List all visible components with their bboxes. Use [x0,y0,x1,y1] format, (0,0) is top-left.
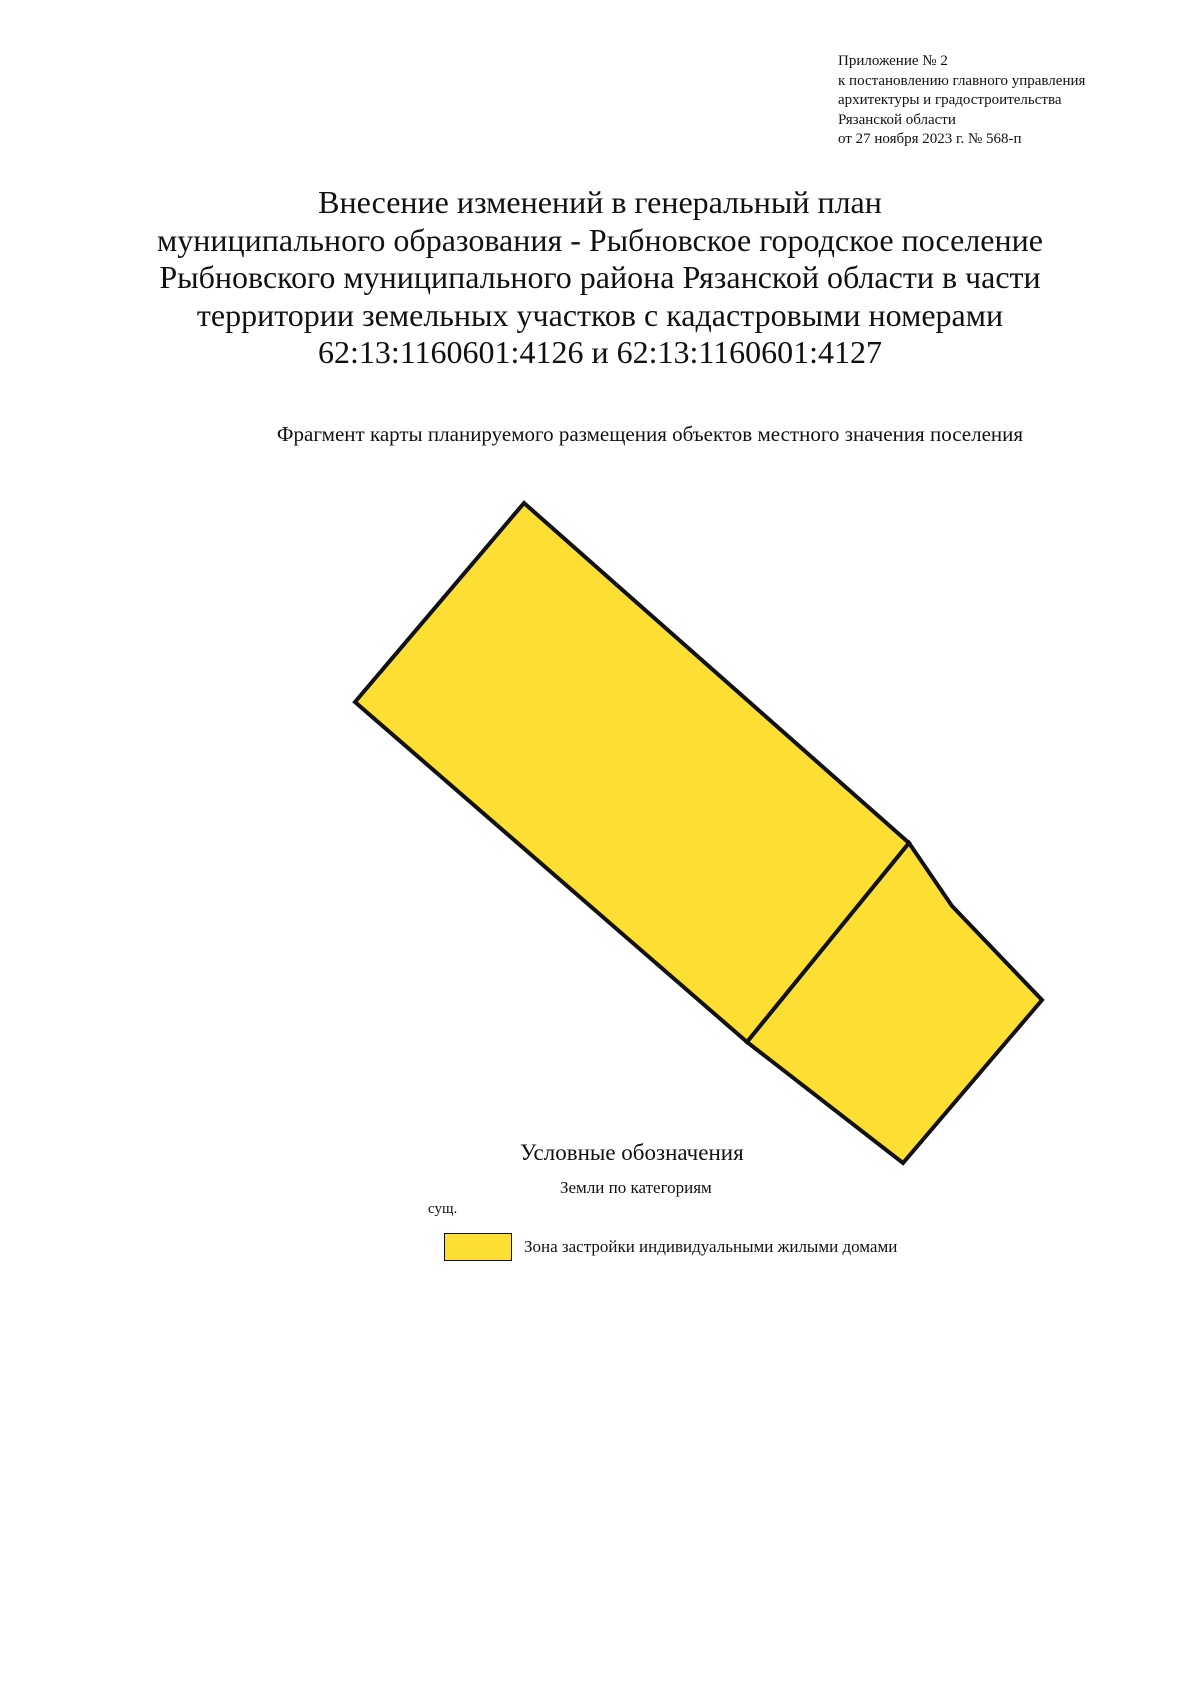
title-line: Внесение изменений в генеральный план [318,184,882,220]
appendix-line: архитектуры и градостроительства [838,92,1062,108]
legend-label-residential-zone: Зона застройки индивидуальными жилыми домами [524,1237,898,1256]
map-subtitle: Фрагмент карты планируемого размещения объектов местного значения поселения [276,422,1024,446]
legend-abbr: сущ. [428,1201,458,1217]
appendix-line: от 27 ноября 2023 г. № 568-п [838,131,1022,147]
legend-subtitle: Земли по категориям [560,1178,712,1197]
title-line: муниципального образования - Рыбновское городское поселение [157,221,1043,258]
appendix-line: Рязанской области [838,111,956,128]
title-line: 62:13:1160601:4126 и 62:13:1160601:4127 [317,334,883,370]
title-line: Рыбновского муниципального района Рязанской области в части [159,259,1041,295]
legend-swatch-residential-zone [444,1233,512,1261]
appendix-line: к постановлению главного управления [838,72,1086,89]
legend-title: Условные обозначения [520,1140,744,1165]
title-line: территории земельных участков с кадастровыми номерами [196,296,1004,333]
appendix-line: Приложение № 2 [838,53,948,69]
